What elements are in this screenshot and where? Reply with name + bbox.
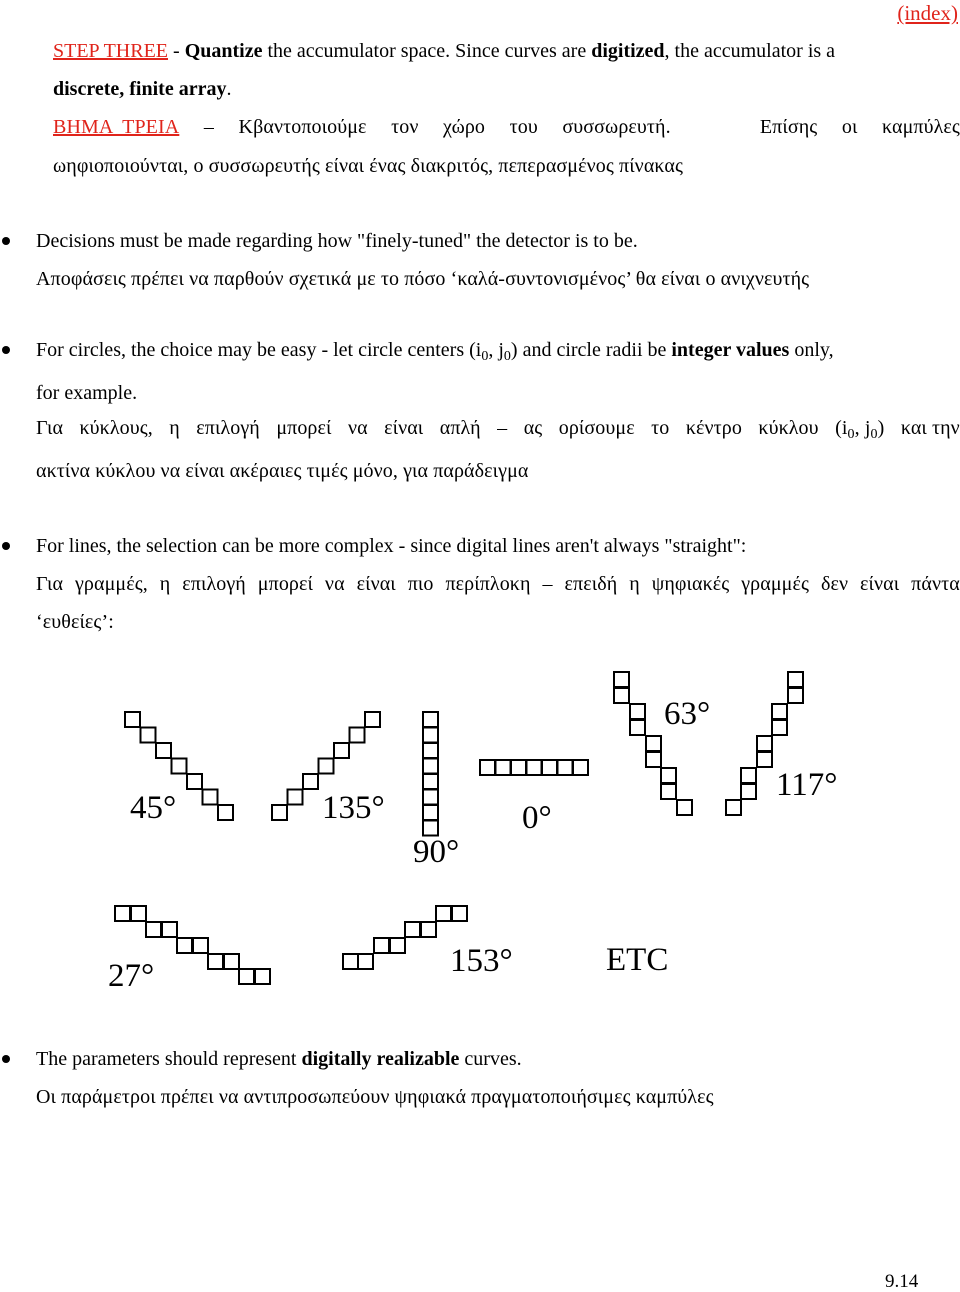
pixel-square (614, 688, 629, 703)
greek-word: ορίσουμε (558, 417, 635, 439)
label-135: 135° (322, 790, 385, 826)
pixel-square (218, 805, 233, 820)
pixel-square (496, 760, 511, 775)
greek-word: Κβαντοποιούμε (238, 116, 367, 138)
pixel-square (172, 759, 187, 774)
greek-word: απλή (439, 417, 481, 439)
pixel-square (187, 774, 202, 789)
pixel-square (319, 759, 334, 774)
circles-text-line2: for example. (36, 382, 138, 404)
subscript-zero: 0 (503, 349, 511, 364)
pixel-square (630, 720, 645, 735)
greek-word: κέντρο (685, 417, 742, 439)
pixel-square (365, 712, 380, 727)
quantize-word: Quantize (184, 40, 263, 62)
pixel-square (162, 922, 177, 937)
greek-word: και την (900, 417, 960, 439)
greek-word: γραμμές (741, 573, 809, 595)
greek-coordinates: ($i_0$, $j_0$) (835, 417, 885, 442)
step-line2-end: . (226, 78, 232, 100)
pixel-square (177, 938, 192, 953)
lines-text: For lines, the selection can be more complex - since digital lines aren't always "straight": (36, 535, 747, 557)
pixel-square (343, 954, 358, 969)
bullet-dot (2, 1055, 10, 1063)
label-45: 45° (130, 790, 177, 826)
pixel-square (156, 743, 171, 758)
step-three-greek-label: ΒΗΜΑ ΤΡΕΙΑ (53, 116, 180, 138)
greek-word: γραμμές, (74, 573, 148, 595)
pixel-square (255, 969, 270, 984)
decisions-text: Decisions must be made regarding how "finely-tuned" the detector is to be. (36, 230, 638, 252)
pixel-square (423, 774, 438, 789)
pixel-square (421, 922, 436, 937)
pixel-square (646, 752, 661, 767)
pixel-square (630, 704, 645, 719)
pixel-square (558, 760, 573, 775)
pixel-square (480, 760, 495, 775)
digitized-word: digitized (591, 40, 665, 62)
greek-word: κύκλους, (79, 417, 153, 439)
greek-word: πάντα (911, 573, 960, 595)
greek-word: να (324, 573, 345, 595)
pixel-square (726, 800, 741, 815)
step-dash: - (168, 40, 185, 62)
greek-word: είναι (356, 573, 396, 595)
greek-word: Επίσης (759, 116, 818, 138)
pixel-square (208, 954, 223, 969)
pixel-square (772, 720, 787, 735)
greek-word: η (169, 417, 180, 439)
pixel-square (239, 969, 254, 984)
circles-greek-line2: ακτίνα κύκλου να είναι ακέραιες τιμές μόνο, για παράδειγμα (36, 460, 529, 482)
pixel-square (405, 922, 420, 937)
decisions-greek-text: Αποφάσεις πρέπει να παρθούν σχετικά με το πόσο ‘καλά-συντονισμένος’ θα είναι ο ανιχνευτής (36, 268, 810, 290)
pixel-square (146, 922, 161, 937)
pixel-square (288, 790, 303, 805)
digitally-realizable-phrase: digitally realizable (301, 1048, 460, 1070)
pixel-square (374, 938, 389, 953)
label-27: 27° (108, 958, 155, 994)
greek-word: μπορεί (276, 417, 332, 439)
pixel-square (741, 784, 756, 799)
greek-word: ψηφιακές (651, 573, 730, 595)
greek-word: η (629, 573, 640, 595)
integer-values-phrase: integer values (671, 339, 790, 361)
pixel-square (334, 743, 349, 758)
pixel-square (141, 728, 156, 743)
greek-word: δεν (820, 573, 849, 595)
pixel-square (452, 906, 467, 921)
pixel-square (203, 790, 218, 805)
finite-array-phrase: discrete, finite array (53, 78, 227, 100)
greek-word: επιλογή (196, 417, 260, 439)
circles-text-a: For circles, the choice may be easy - let circle centers (i (36, 339, 482, 361)
pixel-square (131, 906, 146, 921)
greek-word: – (497, 417, 508, 439)
page-number: 9.14 (885, 1271, 919, 1292)
greek-word: περίπλοκη (445, 573, 531, 595)
pixel-square (423, 790, 438, 805)
label-117: 117° (776, 767, 838, 803)
step-three-greek-line2: ωηφιοποιούνται, ο συσσωρευτής είναι ένας διακριτός, πεπερασμένος πίνακας (53, 155, 683, 177)
pixel-square (542, 760, 557, 775)
greek-word: πιο (407, 573, 434, 595)
pixel-square (390, 938, 405, 953)
pixel-square (527, 760, 542, 775)
pixel-square (788, 672, 803, 687)
label-63: 63° (664, 696, 711, 732)
greek-word: η (159, 573, 171, 595)
circles-text-b: , j (488, 339, 504, 361)
greek-word: συσσωρευτή. (562, 116, 671, 138)
greek-word: – (542, 573, 553, 595)
pixel-square (125, 712, 140, 727)
step-text2: , the accumulator is a (664, 40, 836, 62)
params-text (36, 1049, 522, 1069)
greek-word: Για (36, 573, 64, 595)
pixel-square (350, 728, 365, 743)
index-link[interactable]: (index) (897, 1, 958, 25)
circles-text-c: ) and circle radii be (510, 339, 672, 361)
pixel-square (423, 712, 438, 727)
step-text1: the accumulator space. Since curves are (262, 40, 592, 62)
pixel-square (646, 736, 661, 751)
pixel-square (661, 784, 676, 799)
pixel-square (303, 774, 318, 789)
greek-word: οι (841, 116, 858, 138)
pixel-square (757, 752, 772, 767)
step-three-label: STEP THREE (53, 40, 169, 62)
greek-word: ας (523, 417, 543, 439)
pixel-square (423, 743, 438, 758)
greek-word: επειδή (564, 573, 618, 595)
pixel-square (272, 805, 287, 820)
greek-word: να (347, 417, 368, 439)
pixel-square (661, 768, 676, 783)
pixel-square (115, 906, 130, 921)
pixel-square (757, 736, 772, 751)
lines-greek-line2: ‘ευθείες’: (36, 611, 114, 633)
pixel-square (511, 760, 526, 775)
greek-word: του (509, 116, 538, 138)
greek-word: είναι (384, 417, 424, 439)
pixel-square (224, 954, 239, 969)
greek-word: το (651, 417, 670, 439)
pixel-square (423, 759, 438, 774)
greek-word: τον (391, 116, 419, 138)
label-etc: ETC (606, 942, 669, 978)
pixel-square (614, 672, 629, 687)
greek-word: κύκλου (758, 417, 819, 439)
pixel-square (573, 760, 588, 775)
params-text-a: The parameters should represent (36, 1048, 302, 1070)
circles-text-d: only, (789, 339, 834, 361)
greek-word: Για (36, 417, 64, 439)
pixel-square (358, 954, 373, 969)
subscript-zero: 0 (481, 349, 489, 364)
pixel-square (436, 906, 451, 921)
pixel-square (193, 938, 208, 953)
pixel-square (772, 704, 787, 719)
label-90: 90° (413, 834, 460, 870)
params-greek-text: Οι παράμετροι πρέπει να αντιπροσωπεύουν ψηφιακά πραγματοποιήσιμες καμπύλες (36, 1086, 714, 1108)
label-153: 153° (450, 943, 513, 979)
pixel-square (788, 688, 803, 703)
greek-word: μπορεί (257, 573, 313, 595)
greek-word: είναι (860, 573, 900, 595)
pixel-square (677, 800, 692, 815)
greek-word: χώρο (443, 116, 486, 138)
pixel-square (423, 805, 438, 820)
label-0: 0° (522, 800, 552, 836)
greek-word: καμπύλες (882, 116, 960, 138)
greek-word: επιλογή (182, 573, 246, 595)
pixel-square (423, 728, 438, 743)
greek-word: – (203, 116, 214, 138)
pixel-square (741, 768, 756, 783)
params-text-b: curves. (459, 1048, 522, 1070)
